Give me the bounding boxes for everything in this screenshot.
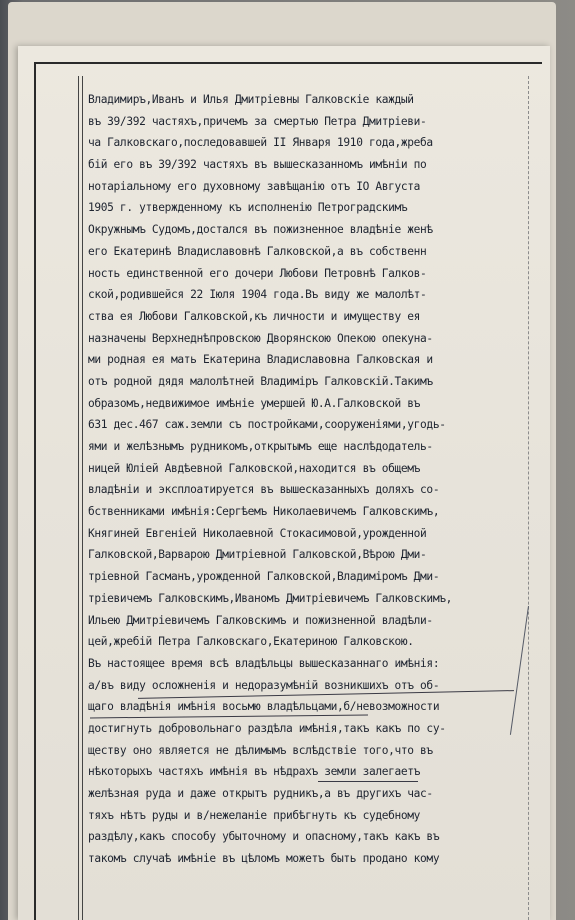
text-line: отъ родной дядя малолѣтней Владиміръ Галковскій.Такимъ	[88, 374, 433, 388]
text-line: владѣніи и эксплоатируется въ вышесказанныхъ доляхъ со-	[88, 483, 440, 497]
text-line: Въ настоящее время всѣ владѣльцы вышесказаннаго имѣнія:	[88, 656, 440, 670]
text-line: щаго владѣнія имѣнія восьмю владѣльцами,б/невозможности	[88, 700, 440, 714]
text-line: Галковской,Варварою Дмитріевной Галковской,Вѣрою Дми-	[88, 548, 427, 562]
text-line: Окружнымъ Судомъ,достался въ пожизненное владѣніе женѣ	[88, 223, 433, 237]
text-line: 1905 г. утвержденному къ исполненію Петроградскимъ	[88, 201, 408, 215]
text-line: ча Галковскаго,последовавшей II Января 1910 года,жреба	[88, 136, 433, 150]
text-line: ществу оно является не дѣлимымъ вслѣдствіе того,что въ	[88, 743, 433, 757]
text-line: Ильею Дмитріевичемъ Галковскимъ и пожизненной владѣли-	[88, 613, 433, 627]
text-line: образомъ,недвижимое имѣніе умершей Ю.А.Галковской въ	[88, 396, 421, 410]
text-line: ность единственной его дочери Любови Петровнѣ Галков-	[88, 266, 427, 280]
text-line: его Екатеринѣ Владиславовнѣ Галковской,а въ собственн	[88, 244, 427, 258]
document-page	[18, 46, 550, 920]
page-frame-left	[34, 62, 36, 920]
text-line: а/въ виду осложненія и недоразумѣній возникшихъ отъ об-	[88, 678, 440, 692]
text-line: Княгиней Евгеніей Николаевной Стокасимовой,урожденной	[88, 526, 427, 540]
text-line: нѣкоторыхъ частяхъ имѣнія въ нѣдрахъ земли залегаетъ	[88, 765, 421, 779]
text-line: 631 дес.467 саж.земли съ постройками,сооруженіями,угодь-	[88, 418, 446, 432]
margin-rule	[78, 76, 79, 920]
text-line: въ 39/392 частяхъ,причемъ за смертью Петра Дмитріеви-	[88, 114, 427, 128]
text-line: назначены Верхнеднѣпровскою Дворянскою Опекою опекуна-	[88, 331, 433, 345]
text-line: нотаріальному его духовному завѣщанію отъ IO Августа	[88, 179, 421, 193]
text-line: ми родная ея мать Екатерина Владиславовна Галковская и	[88, 353, 433, 367]
text-line: бственниками имѣнія:Сергѣемъ Николаевичемъ Галковскимъ,	[88, 505, 440, 519]
text-line: ями и желѣзнымъ рудникомъ,открытымъ еще наслѣдодатель-	[88, 440, 433, 453]
text-line: желѣзная руда и даже открытъ рудникъ,а въ другихъ час-	[88, 787, 433, 800]
text-line: раздѣлу,какъ способу убыточному и опасному,такъ какъ въ	[88, 830, 440, 844]
margin-rule-inner	[82, 76, 83, 920]
text-line: такомъ случаѣ имѣніе въ цѣломъ можетъ быть продано кому	[88, 852, 440, 866]
text-line: ской,родившейся 22 Іюля 1904 года.Въ виду же малолѣт-	[88, 288, 427, 302]
text-line: бій его въ 39/392 частяхъ въ вышесказанномъ имѣніи по	[88, 158, 427, 172]
text-line: тяхъ нѣтъ руды и в/нежеланіе прибѣгнуть къ судебному	[88, 808, 421, 822]
right-margin-rule	[528, 76, 529, 920]
page-frame-top	[34, 62, 542, 64]
text-line: тріевной Гасманъ,урожденной Галковской,Владиміромъ Дми-	[88, 570, 440, 584]
pencil-underline	[318, 781, 418, 782]
typed-text-body	[88, 89, 520, 870]
text-line: ницей Юліей Авдѣевной Галковской,находится въ общемъ	[88, 461, 421, 475]
text-line: цей,жребій Петра Галковскаго,Екатериною Галковскою.	[88, 635, 414, 649]
text-line: ства ея Любови Галковской,къ личности и имуществу ея	[88, 309, 421, 323]
text-line: достигнуть добровольнаго раздѣла имѣнія,такъ какъ по су-	[88, 721, 446, 735]
text-line: Владимиръ,Иванъ и Илья Дмитріевны Галковскіе каждый	[88, 93, 414, 106]
text-line: тріевичемъ Галковскимъ,Иваномъ Дмитріевичемъ Галковскимъ,	[88, 591, 452, 605]
